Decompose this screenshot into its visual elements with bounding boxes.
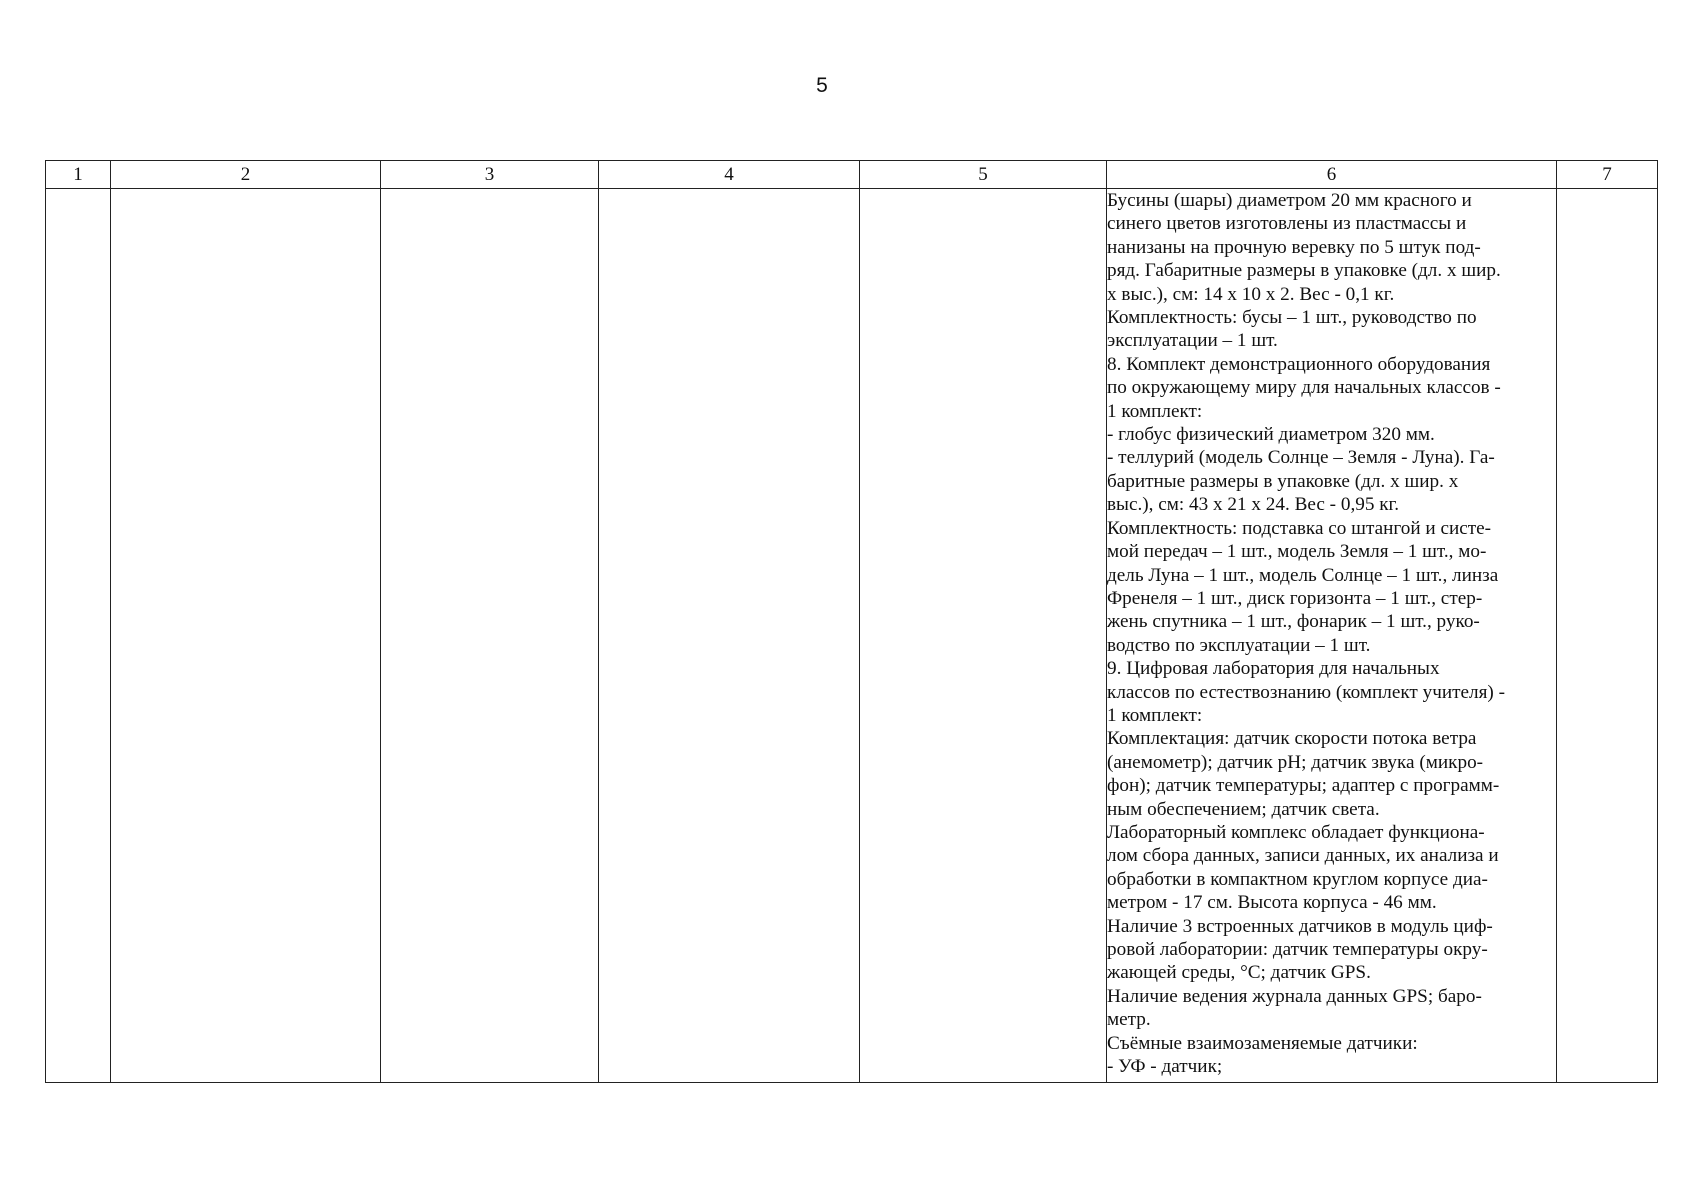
description-line: Наличие 3 встроенных датчиков в модуль циф- [1107, 915, 1493, 937]
column-header-1: 1 [46, 161, 111, 189]
cell-col-7 [1557, 189, 1658, 1083]
column-header-3: 3 [381, 161, 599, 189]
description-line: Френеля – 1 шт., диск горизонта – 1 шт., стер- [1107, 587, 1483, 609]
description-line: Комплектация: датчик скорости потока ветра [1107, 728, 1477, 750]
cell-col-1 [46, 189, 111, 1083]
description-line: Бусины (шары) диаметром 20 мм красного и [1107, 190, 1472, 211]
specification-table [45, 160, 1658, 1083]
description-line: ровой лаборатории: датчик температуры окру- [1107, 939, 1488, 960]
description-line: обработки в компактном круглом корпусе диа- [1107, 868, 1488, 890]
description-line: 1 комплект: [1107, 400, 1203, 422]
description-line: мой передач – 1 шт., модель Земля – 1 шт., мо- [1107, 541, 1487, 563]
description-line: - УФ - датчик; [1107, 1056, 1223, 1078]
column-header-4: 4 [599, 161, 860, 189]
description-line: 8. Комплект демонстрационного оборудования [1107, 353, 1491, 375]
column-header-5: 5 [860, 161, 1107, 189]
description-line: эксплуатации – 1 шт. [1107, 330, 1278, 352]
description-line: х выс.), см: 14 х 10 х 2. Вес - 0,1 кг. [1107, 283, 1395, 305]
description-line: Съёмные взаимозаменяемые датчики: [1107, 1032, 1418, 1054]
description-line: по окружающему миру для начальных классов - [1107, 377, 1501, 399]
description-line: - глобус физический диаметром 320 мм. [1107, 424, 1435, 446]
cell-col-5 [860, 189, 1107, 1083]
description-line: Комплектность: бусы – 1 шт., руководство по [1107, 307, 1477, 329]
column-header-2: 2 [111, 161, 381, 189]
description-line: водство по эксплуатации – 1 шт. [1107, 634, 1371, 656]
cell-col-4 [599, 189, 860, 1083]
table-header-row [46, 161, 1658, 189]
description-line: метр. [1107, 1009, 1151, 1031]
column-header-7: 7 [1557, 161, 1658, 189]
description-line: ным обеспечением; датчик света. [1107, 798, 1380, 820]
description-line: Наличие ведения журнала данных GPS; баро- [1107, 985, 1482, 1007]
description-line: Лабораторный комплекс обладает функциона- [1107, 821, 1485, 843]
page-number: 5 [816, 74, 828, 97]
cell-col-6-description [1107, 189, 1557, 1083]
description-line: дель Луна – 1 шт., модель Солнце – 1 шт., линза [1107, 564, 1499, 586]
description-line: (анемометр); датчик pH; датчик звука (микро- [1107, 751, 1484, 773]
description-line: баритные размеры в упаковке (дл. х шир. х [1107, 470, 1459, 492]
description-line: лом сбора данных, записи данных, их анализа и [1107, 845, 1499, 867]
cell-col-3 [381, 189, 599, 1083]
column-header-6: 6 [1107, 161, 1557, 189]
description-line: жающей среды, °С; датчик GPS. [1107, 962, 1371, 984]
description-line: Комплектность: подставка со штангой и систе- [1107, 517, 1492, 539]
table-row [46, 189, 1658, 1083]
description-line: фон); датчик температуры; адаптер с программ- [1107, 775, 1500, 797]
description-line: синего цветов изготовлены из пластмассы и [1107, 213, 1467, 235]
description-line: нанизаны на прочную веревку по 5 штук под- [1107, 236, 1481, 258]
description-line: метром - 17 см. Высота корпуса - 46 мм. [1107, 892, 1437, 914]
description-line: ряд. Габаритные размеры в упаковке (дл. х шир. [1107, 260, 1501, 282]
description-line: 9. Цифровая лаборатория для начальных [1107, 658, 1440, 680]
description-line: выс.), см: 43 х 21 х 24. Вес - 0,95 кг. [1107, 494, 1400, 516]
description-line: - теллурий (модель Солнце – Земля - Луна). Га- [1107, 447, 1495, 469]
description-line: жень спутника – 1 шт., фонарик – 1 шт., руко- [1107, 611, 1480, 633]
description-line: 1 комплект: [1107, 704, 1203, 726]
description-line: классов по естествознанию (комплект учителя) - [1107, 681, 1506, 703]
cell-col-2 [111, 189, 381, 1083]
